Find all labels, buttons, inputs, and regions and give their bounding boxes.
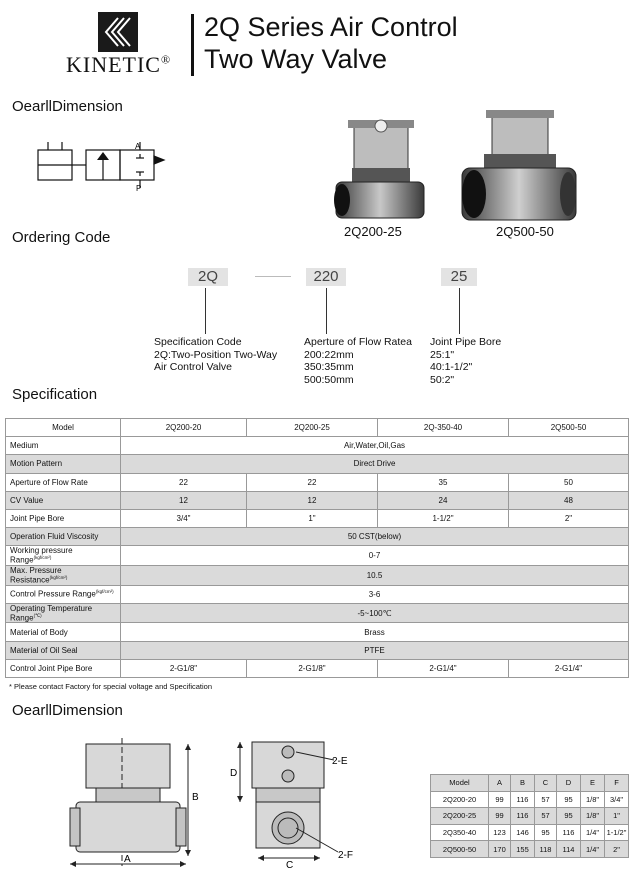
dim-cell: E <box>581 775 605 792</box>
spec-value-cell: 2-G1/4" <box>378 659 509 677</box>
spec-row-label <box>6 491 121 509</box>
dim-cell: 114 <box>557 841 581 858</box>
port-e-label: 2-E <box>332 756 348 767</box>
port-a-label: A <box>135 142 141 151</box>
spec-header-cell: 2Q200-20 <box>121 419 247 437</box>
dim-cell: 155 <box>511 841 535 858</box>
spec-value-cell: 3/4" <box>121 509 247 527</box>
dim-cell: 170 <box>489 841 511 858</box>
spec-value-cell: 2-G1/4" <box>509 659 629 677</box>
dim-cell: 2Q200-20 <box>431 791 489 808</box>
spec-row-label <box>6 509 121 527</box>
ordering-code-bore: 25 <box>441 268 477 286</box>
spec-row <box>6 623 629 641</box>
spec-row <box>6 659 629 677</box>
dim-cell: 57 <box>535 808 557 825</box>
spec-label-text: Operation Fluid Viscosity <box>10 532 99 542</box>
spec-label-unit: (kgf/cm²) <box>33 555 52 561</box>
dim-cell: 2Q200-25 <box>431 808 489 825</box>
ordering-code-separator <box>255 276 291 277</box>
spec-row <box>6 546 629 566</box>
ordering-desc-bore: Joint Pipe Bore 25:1" 40:1-1/2" 50:2" <box>430 336 502 386</box>
spec-row-label <box>6 565 121 585</box>
front-view-drawing <box>62 736 210 870</box>
spec-label-unit: (kgf/cm²) <box>95 589 114 595</box>
spec-label-unit: (kgf/cm²) <box>49 574 68 580</box>
dim-cell: 116 <box>557 824 581 841</box>
spec-row-label <box>6 659 121 677</box>
dim-header-row <box>431 775 629 792</box>
spec-label-text: Aperture of Flow Rate <box>10 477 88 487</box>
spec-row-label <box>6 603 121 623</box>
spec-label-text: Material of Body <box>10 627 68 637</box>
dim-cell: 2" <box>605 841 629 858</box>
spec-row <box>6 585 629 603</box>
product-image-2q200 <box>328 112 432 224</box>
dim-row <box>431 808 629 825</box>
dimension-b-label: B <box>192 792 199 803</box>
dimension-table <box>430 774 629 858</box>
ordering-code-spec: 2Q <box>188 268 228 286</box>
spec-row-label <box>6 473 121 491</box>
spec-label-text: Joint Pipe Bore <box>10 514 65 524</box>
spec-row-label <box>6 641 121 659</box>
spec-row <box>6 491 629 509</box>
leader-line <box>205 288 206 334</box>
section-ordering-code: Ordering Code <box>12 229 111 246</box>
spec-row <box>6 641 629 659</box>
spec-value-cell: Direct Drive <box>121 455 629 473</box>
spec-label-text: Medium <box>10 441 39 451</box>
page-title-line1: 2Q Series Air Control <box>204 12 458 42</box>
leader-line <box>459 288 460 334</box>
spec-row-label <box>6 455 121 473</box>
dim-row <box>431 824 629 841</box>
spec-header-row <box>6 419 629 437</box>
dim-cell: 1/8" <box>581 808 605 825</box>
spec-value-cell: 2-G1/8" <box>247 659 378 677</box>
dim-cell: 116 <box>511 791 535 808</box>
spec-value-cell: 3-6 <box>121 585 629 603</box>
brand-name: KINETIC® <box>66 52 172 77</box>
dim-cell: 123 <box>489 824 511 841</box>
spec-value-cell: 2-G1/8" <box>121 659 247 677</box>
dim-cell: 1" <box>605 808 629 825</box>
dim-cell: 116 <box>511 808 535 825</box>
dim-cell: 2Q350-40 <box>431 824 489 841</box>
spec-header-cell: 2Q200-25 <box>247 419 378 437</box>
dim-cell: 1-1/2" <box>605 824 629 841</box>
spec-label-text: Max. Pressure Resistance <box>10 565 62 585</box>
spec-value-cell: 50 <box>509 473 629 491</box>
dim-cell: 95 <box>535 824 557 841</box>
page-title-line2: Two Way Valve <box>204 44 388 74</box>
spec-value-cell: 0-7 <box>121 546 629 566</box>
spec-header-cell: 2Q-350-40 <box>378 419 509 437</box>
spec-value-cell: 12 <box>247 491 378 509</box>
spec-footnote: * Please contact Factory for special voltage and Specification <box>9 682 213 691</box>
dim-cell: 57 <box>535 791 557 808</box>
specification-table <box>5 418 629 678</box>
port-p-label: P <box>136 184 142 192</box>
leader-line <box>326 288 327 334</box>
dim-cell: 146 <box>511 824 535 841</box>
dim-cell: Model <box>431 775 489 792</box>
spec-label-text: Material of Oil Seal <box>10 645 78 655</box>
dim-cell: 118 <box>535 841 557 858</box>
spec-header-cell: 2Q500-50 <box>509 419 629 437</box>
section-overall-dimension: OearllDimension <box>12 98 123 115</box>
spec-row <box>6 528 629 546</box>
spec-row-label <box>6 546 121 566</box>
spec-value-cell: 1" <box>247 509 378 527</box>
spec-label-unit: (℃) <box>33 612 42 618</box>
product-label-2q200: 2Q200-25 <box>344 224 402 239</box>
kinetic-logo-mark <box>98 12 138 52</box>
spec-label-text: Control Joint Pipe Bore <box>10 663 93 673</box>
section-overall-dimension-2: OearllDimension <box>12 702 123 719</box>
spec-value-cell: 35 <box>378 473 509 491</box>
dim-cell: 1/4" <box>581 824 605 841</box>
spec-row <box>6 455 629 473</box>
spec-row <box>6 437 629 455</box>
spec-label-text: Motion Pattern <box>10 459 63 469</box>
spec-row <box>6 473 629 491</box>
spec-value-cell: 48 <box>509 491 629 509</box>
dim-row <box>431 791 629 808</box>
spec-value-cell: 1-1/2" <box>378 509 509 527</box>
dim-cell: C <box>535 775 557 792</box>
dim-cell: 95 <box>557 791 581 808</box>
dimension-c-label: C <box>286 860 294 870</box>
spec-label-text: Control Pressure Range <box>10 590 96 600</box>
spec-value-cell: 2" <box>509 509 629 527</box>
port-f-label: 2-F <box>338 850 353 861</box>
spec-header-cell: Model <box>6 419 121 437</box>
product-image-2q500 <box>456 108 580 224</box>
valve-symbol-diagram <box>34 140 174 192</box>
product-label-2q500: 2Q500-50 <box>496 224 554 239</box>
spec-label-text: CV Value <box>10 495 44 505</box>
spec-row-label <box>6 623 121 641</box>
header-divider <box>191 14 194 76</box>
spec-row-label <box>6 585 121 603</box>
dimension-a-label: A <box>124 854 131 865</box>
dim-cell: 95 <box>557 808 581 825</box>
dim-row <box>431 841 629 858</box>
spec-value-cell: 22 <box>121 473 247 491</box>
spec-row-label <box>6 437 121 455</box>
dim-cell: 99 <box>489 791 511 808</box>
dim-cell: B <box>511 775 535 792</box>
flow-arrow-icon <box>97 152 109 160</box>
spec-row <box>6 509 629 527</box>
spec-value-cell: PTFE <box>121 641 629 659</box>
dim-cell: 3/4" <box>605 791 629 808</box>
dim-cell: A <box>489 775 511 792</box>
side-view-drawing <box>224 736 376 870</box>
spec-label-text: Working pressure Range <box>10 546 73 565</box>
spec-value-cell: 22 <box>247 473 378 491</box>
ordering-desc-aperture: Aperture of Flow Ratea 200:22mm 350:35mm 500:50mm <box>304 336 412 386</box>
dim-cell: F <box>605 775 629 792</box>
spec-value-cell: Brass <box>121 623 629 641</box>
spec-label-text: Operating Temperature Range <box>10 603 93 623</box>
spec-value-cell: Air,Water,Oil,Gas <box>121 437 629 455</box>
dim-cell: D <box>557 775 581 792</box>
spec-row <box>6 603 629 623</box>
spec-value-cell: 24 <box>378 491 509 509</box>
spec-value-cell: 50 CST(below) <box>121 528 629 546</box>
dim-cell: 1/4" <box>581 841 605 858</box>
dimension-d-label: D <box>230 768 238 779</box>
spec-value-cell: 10.5 <box>121 565 629 585</box>
spec-value-cell: 12 <box>121 491 247 509</box>
dim-cell: 2Q500-50 <box>431 841 489 858</box>
spec-row-label <box>6 528 121 546</box>
ordering-code-aperture: 220 <box>306 268 346 286</box>
ordering-desc-spec: Specification Code 2Q:Two-Position Two-Way Air Control Valve <box>154 336 278 373</box>
dim-cell: 99 <box>489 808 511 825</box>
dim-cell: 1/8" <box>581 791 605 808</box>
section-specification: Specification <box>12 386 98 403</box>
spec-value-cell: -5~100℃ <box>121 603 629 623</box>
spec-row <box>6 565 629 585</box>
